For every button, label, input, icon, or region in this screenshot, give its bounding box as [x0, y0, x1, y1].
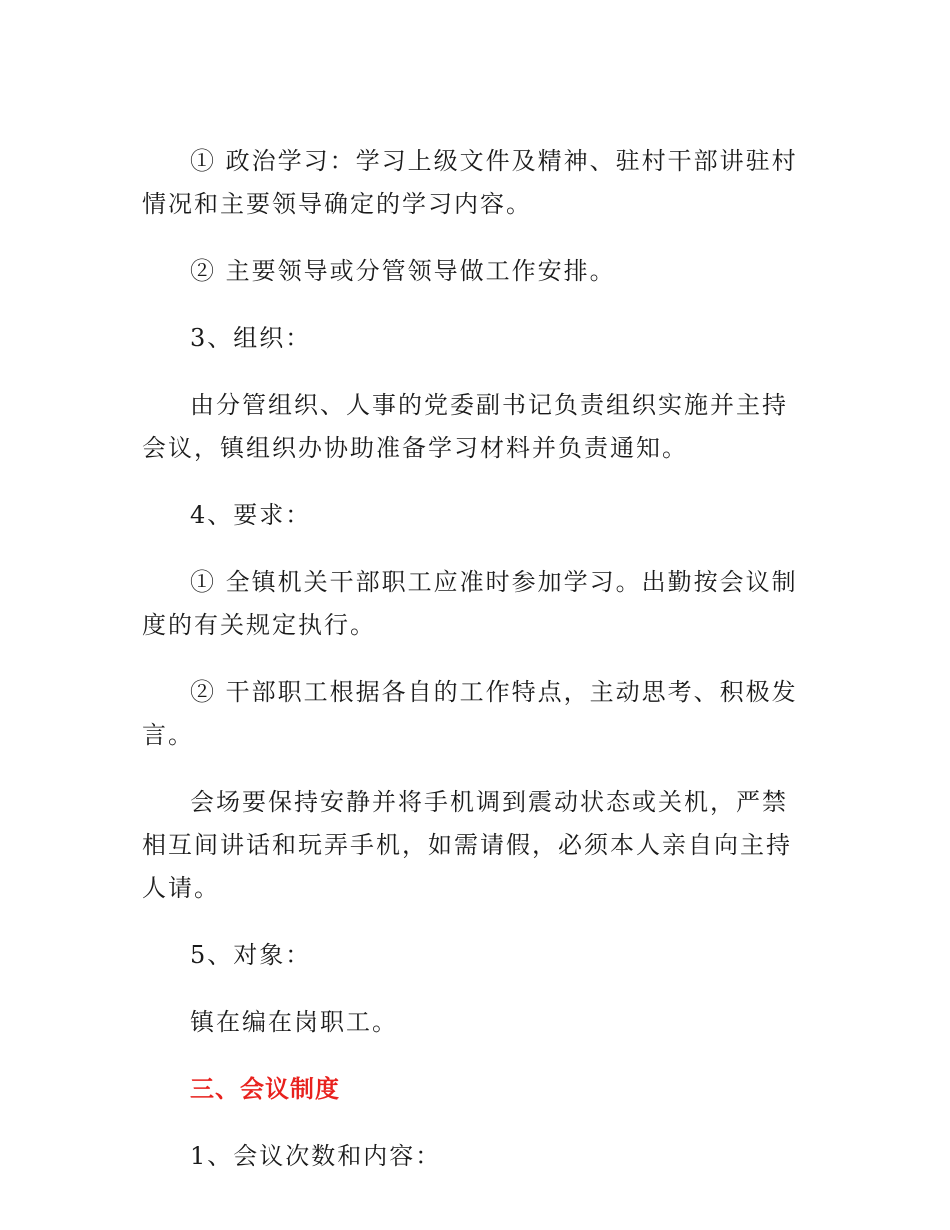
paragraph-organization: 由分管组织、人事的党委副书记负责组织实施并主持会议，镇组织办协助准备学习材料并负责通知。 — [142, 391, 788, 462]
paragraph-attendance: ① 全镇机关干部职工应准时参加学习。出勤按会议制度的有关规定执行。 — [142, 568, 798, 639]
paragraph-participation: ② 干部职工根据各自的工作特点，主动思考、积极发言。 — [142, 678, 798, 749]
chapter-heading-meeting-system: 三、会议制度 — [190, 1075, 340, 1103]
section-heading-target: 5、对象： — [190, 941, 312, 969]
section-heading-requirements: 4、要求： — [190, 501, 312, 529]
section-heading-meeting-frequency: 1、会议次数和内容： — [190, 1142, 442, 1170]
paragraph-target: 镇在编在岗职工。 — [190, 1008, 398, 1036]
paragraph-work-arrangement: ② 主要领导或分管领导做工作安排。 — [190, 257, 616, 285]
paragraph-political-study: ① 政治学习：学习上级文件及精神、驻村干部讲驻村情况和主要领导确定的学习内容。 — [142, 147, 798, 218]
document-body — [142, 140, 812, 1202]
section-heading-organization: 3、组织： — [190, 324, 312, 352]
paragraph-meeting-conduct: 会场要保持安静并将手机调到震动状态或关机，严禁相互间讲话和玩弄手机，如需请假，必须本人亲自向主持人请。 — [142, 788, 792, 902]
